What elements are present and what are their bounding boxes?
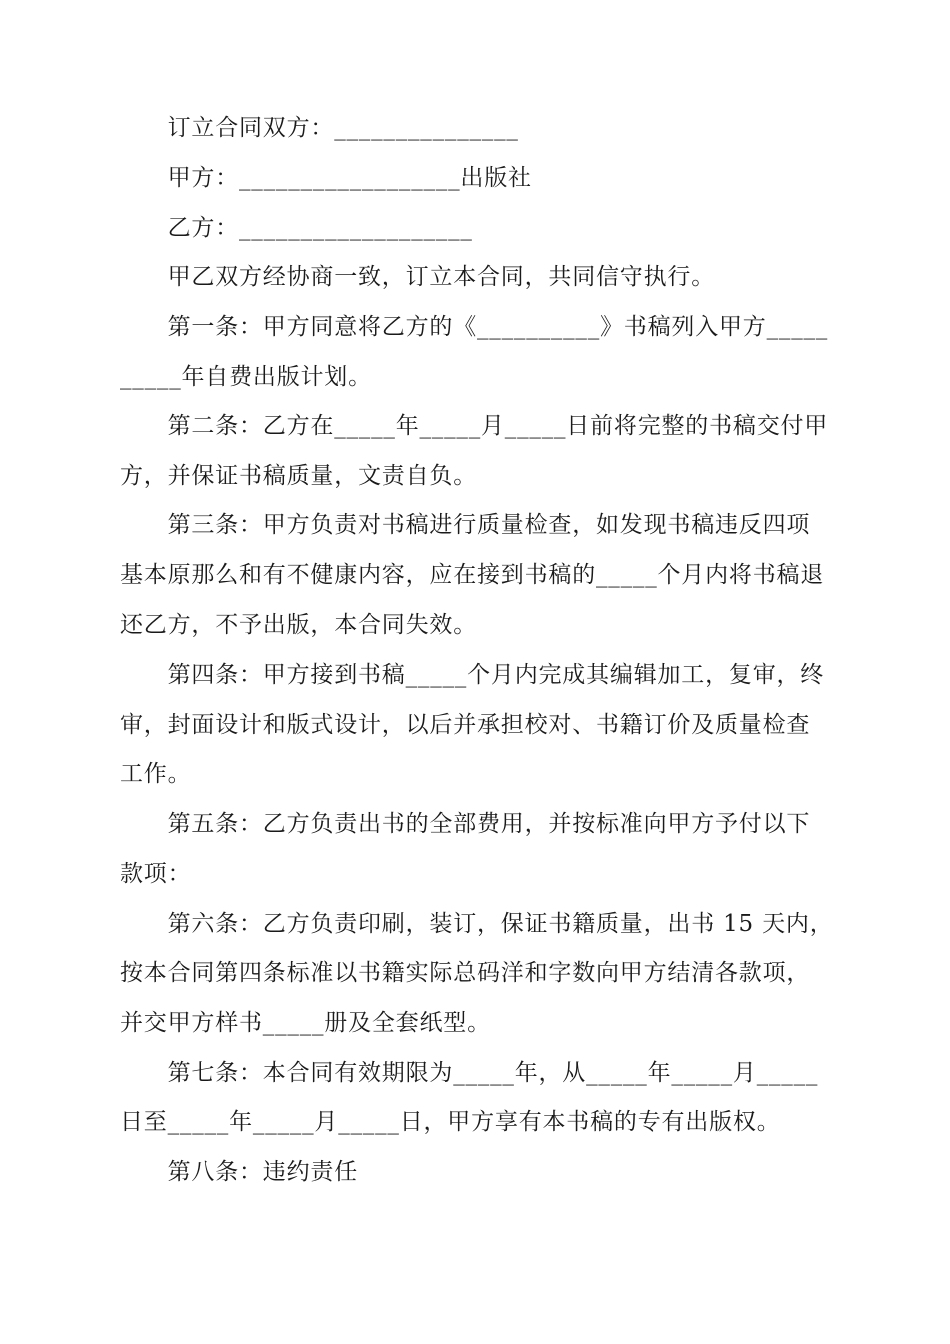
text-line-article-3a: 第三条：甲方负责对书稿进行质量检查，如发现书稿违反四项 (120, 512, 811, 538)
text-line-article-2a: 第二条：乙方在_____年_____月_____日前将完整的书稿交付甲 (120, 413, 829, 439)
text-line-article-3c: 还乙方，不予出版，本合同失效。 (120, 612, 477, 638)
text-line-article-1a: 第一条：甲方同意将乙方的《__________》书稿列入甲方_____ (120, 314, 829, 340)
text-line-article-6a: 第六条：乙方负责印刷，装订，保证书籍质量，出书 15 天内， (120, 911, 834, 937)
text-line-article-5a: 第五条：乙方负责出书的全部费用，并按标准向甲方予付以下 (120, 811, 811, 837)
text-line-parties: 订立合同双方：_______________ (120, 115, 519, 141)
text-line-article-2b: 方，并保证书稿质量，文责自负。 (120, 463, 477, 489)
text-line-party-a: 甲方：__________________出版社 (120, 165, 532, 191)
text-line-article-4c: 工作。 (120, 761, 192, 787)
text-line-article-4a: 第四条：甲方接到书稿_____个月内完成其编辑加工，复审，终 (120, 662, 825, 688)
text-line-agreement: 甲乙双方经协商一致，订立本合同，共同信守执行。 (120, 264, 715, 290)
text-line-article-5b: 款项： (120, 861, 192, 887)
text-line-party-b: 乙方：___________________ (120, 215, 473, 241)
text-line-article-7b: 日至_____年_____月_____日，甲方享有本书稿的专有出版权。 (120, 1109, 781, 1135)
text-line-article-6c: 并交甲方样书_____册及全套纸型。 (120, 1010, 491, 1036)
text-line-article-3b: 基本原那么和有不健康内容，应在接到书稿的_____个月内将书稿退 (120, 562, 825, 588)
text-line-article-4b: 审，封面设计和版式设计，以后并承担校对、书籍订价及质量检查 (120, 712, 811, 738)
text-line-article-8: 第八条：违约责任 (120, 1159, 358, 1185)
text-line-article-1b: _____年自费出版计划。 (120, 364, 372, 390)
text-line-article-6b: 按本合同第四条标准以书籍实际总码洋和字数向甲方结清各款项， (120, 960, 811, 986)
text-line-article-7a: 第七条：本合同有效期限为_____年，从_____年_____月_____ (120, 1060, 819, 1086)
